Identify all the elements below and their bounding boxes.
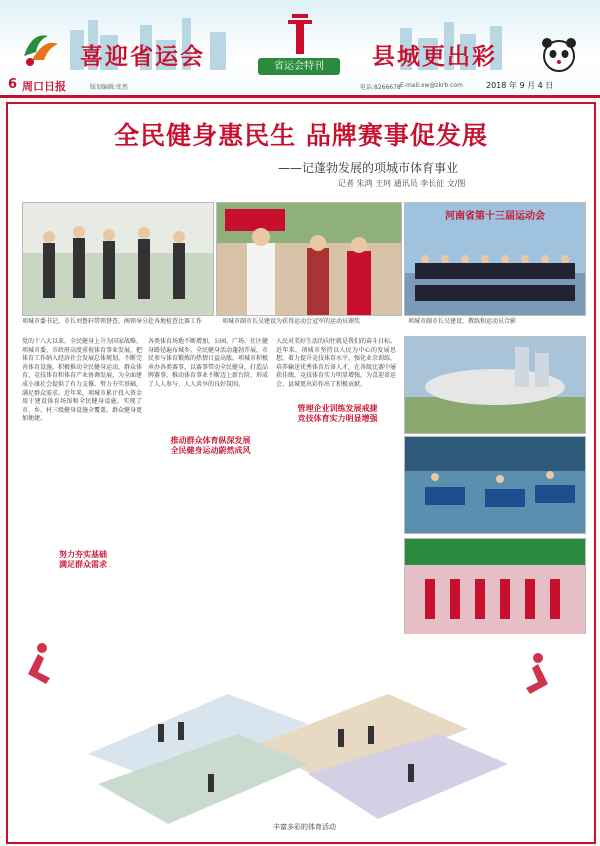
article-subhead: ——记蓬勃发展的项城市体育事业: [278, 161, 459, 175]
email-label: E-mail:xw@zkrb.com: [400, 82, 463, 89]
table-tennis-icon: [405, 437, 585, 533]
bottom-caption: 丰富多彩的体育活动: [273, 823, 336, 831]
article-column-1: 党的十八大以来，全民健身上升为国家战略。项城市委、市政府高度重视体育事业发展，把体育工作纳入经济社会发展总体规划，不断完善体育设施，积极推动全民健身运动，群众体育、竞技体育和体育产业协调发展，为全面建成小康社会提供了有力支撑。努力夯实基础，满足群众需求。近年来，项城市累计投入资金用于建设体育场馆和全民健身设施，实现了市、乡、村三级健身设施全覆盖，群众健身更加便捷。: [22, 338, 143, 423]
masthead-title-left: 喜迎省运会: [80, 43, 205, 70]
article-frame: [6, 102, 596, 844]
banner-text: 河南省第十三届运动会: [445, 211, 545, 222]
editor-label: 版划编辑:张然: [90, 84, 129, 91]
section-head-3: 管理企业训练发展戒捷 竞技体育实力明显增强: [297, 404, 378, 423]
article-column-3: 人民对美好生活的向往就是我们的奋斗目标。近年来，项城市坚持以人民为中心的发展思想，着力提升竞技体育水平，强化业余训练，培养输送优秀体育后备人才，在各级比赛中屡获佳绩，竞技体育实力明显增强，为喜迎省运会、县城更出彩作出了积极贡献。: [276, 338, 397, 388]
games-emblem-icon: [18, 26, 62, 70]
stadium-icon: [405, 337, 585, 433]
issue-date: 2018 年 9 月 4 日: [486, 81, 554, 90]
phone-label: 电话:8266678: [360, 84, 401, 91]
section-head-1: 努力夯实基础 满足群众需求: [59, 550, 107, 569]
article-byline: 记者 朱鸿 王珂 通讯员 李长征 文/图: [338, 179, 466, 188]
caption-award: 项城市副市长吴建设为获得运动会冠军的运动员颁奖: [222, 318, 361, 325]
award-scene-icon: [217, 203, 401, 315]
bottom-collage: [8, 634, 594, 842]
photo-fitness-event: [404, 538, 586, 636]
photo-stadium: [404, 336, 586, 434]
article-column-2: 各类体育场地不断增加，公园、广场、社区健身路径遍布城乡，全民健身活动蓬勃开展，市民参与体育锻炼的热情日益高涨。项城市积极承办各类赛事，以赛事带动全民健身，打造品牌赛事，推动体育事业不断迈上新台阶，形成了人人参与、人人共享的良好氛围。: [148, 338, 269, 388]
caption-officials: 项城市委书记、市长刘鲁轩带领督查、阁领导分赴各地检查比赛工作: [22, 318, 203, 325]
masthead-title-right: 县城更出彩: [372, 43, 497, 70]
photo-table-tennis: [404, 436, 586, 534]
officials-figures-icon: [23, 203, 213, 315]
panda-mascot-icon: [538, 34, 580, 76]
masthead-rule: [0, 95, 600, 98]
page-number: 6: [8, 77, 18, 92]
caption-group: 项城市副市长吴建设、教练和运动员合影: [408, 318, 517, 325]
photo-officials-inspect: [22, 202, 214, 316]
section-head-2: 推动群众体育纵深发展 全民健身运动蔚然成风: [170, 436, 251, 455]
photo-group-banner: [404, 202, 586, 316]
fitness-event-icon: [405, 539, 585, 635]
sports-collage-icon: [8, 634, 594, 842]
photo-award-ceremony: [216, 202, 402, 316]
special-edition-badge: 省运会特刊: [258, 58, 340, 75]
article-headline: 全民健身惠民生 品牌赛事促发展: [114, 121, 488, 150]
masthead: [0, 0, 600, 98]
paper-name: 周口日报: [22, 80, 66, 93]
